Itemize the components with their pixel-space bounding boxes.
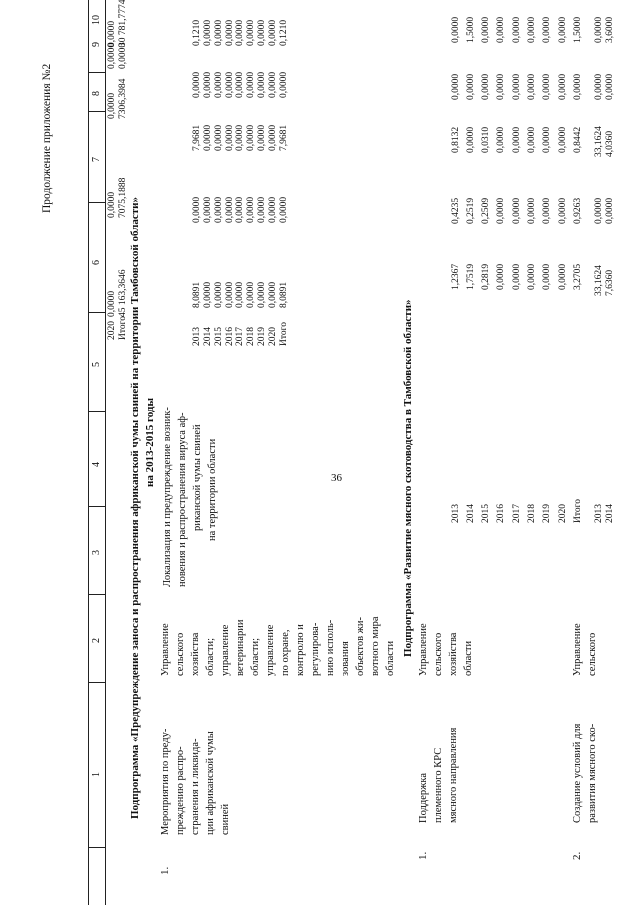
top-c7: 0,0000 7075,1888 (107, 177, 128, 218)
s2-item2-name: Создание условий для развития мясного ско- (572, 723, 598, 823)
s1-item1-name: Мероприятия по преду- преждению распро- странения и ликвида- ции африканской чумы свиней (160, 728, 231, 835)
col-num-2: 2 (91, 638, 102, 643)
s1-item1-executor: Управление сельского хозяйства области; управление ветеринарии области; управление по охране, контролю и регулирова- нию исполь- зования объектов жи- вотного мира области (160, 616, 396, 676)
s2-item1-c9: 0,0000 0,0000 0,0000 0,0000 0,0000 0,0000 0,0000 0,0000 0,0000 (450, 73, 583, 100)
col-num-10: 10 (91, 15, 102, 25)
s1-item1-years: 2013 2014 2015 2016 2017 2018 2019 2020 Итого (191, 321, 290, 346)
s1-item1-c8: 7,9681 0,0000 0,0000 0,0000 0,0000 0,0000 0,0000 0,0000 7,9681 (191, 124, 290, 151)
s2-item2-c6: 33,1624 7,6360 (593, 265, 615, 296)
s1-item1-c7: 0,0000 0,0000 0,0000 0,0000 0,0000 0,0000 0,0000 0,0000 0,0000 (191, 196, 290, 223)
page-number: 36 (331, 472, 342, 484)
s2-item2-c10: 0,0000 3,6000 (593, 16, 615, 43)
col-num-7: 7 (91, 157, 102, 162)
s2-item2-c9: 0,0000 0,0000 (593, 73, 615, 100)
s1-item1-c6: 8,0891 0,0000 0,0000 0,0000 0,0000 0,0000 0,0000 0,0000 8,0891 (191, 281, 290, 308)
s2-item2-executor: Управление сельского (572, 623, 598, 676)
subprogram1-title: Подпрограмма «Предупреждение заноса и распространения африканской чумы свиней на территории Тамбовской области» (129, 196, 141, 819)
subprogram1-years: на 2013-2015 годы (144, 397, 156, 487)
continuation-note: Продолжение приложения №2 (41, 63, 53, 213)
top-c6: 0,0000 45 163,3646 (107, 269, 128, 317)
top-c8: 0,0000 7306,3984 (107, 78, 128, 119)
s2-item1-c10: 0,0000 1,5000 0,0000 0,0000 0,0000 0,0000 0,0000 0,0000 1,5000 (450, 16, 583, 43)
s2-item1-years: 2013 2014 2015 2016 2017 2018 2019 2020 Итого (450, 498, 583, 523)
s2-item1-executor: Управление сельского хозяйства области (418, 623, 474, 676)
col-num-3: 3 (91, 550, 102, 555)
s1-item1-num: 1. (159, 866, 171, 875)
s2-item2-num: 2. (571, 851, 583, 860)
s1-item1-description: Локализация и предупреждение возник- новения и распространения вируса аф- риканской чумы свиней на территории области (162, 407, 218, 587)
subprogram2-title: Подпрограмма «Развитие мясного скотоводства в Тамбовской области» (402, 299, 414, 657)
top-years: 2020 Итого (107, 315, 128, 340)
s2-item1-c6: 1,2367 1,7519 0,2819 0,0000 0,0000 0,0000 0,0000 0,0000 3,2705 (450, 263, 583, 290)
col-num-8: 8 (91, 91, 102, 96)
col-num-1: 1 (91, 772, 102, 777)
top-c9: 0,0000 0,0000 (107, 42, 128, 69)
s1-item1-c10: 0,1210 0,0000 0,0000 0,0000 0,0000 0,0000 0,0000 0,0000 0,1210 (191, 19, 290, 46)
s2-item1-c8: 0,8132 0,0000 0,0310 0,0000 0,0000 0,0000 0,0000 0,0000 0,8442 (450, 126, 583, 153)
s1-item1-c9: 0,0000 0,0000 0,0000 0,0000 0,0000 0,0000 0,0000 0,0000 0,0000 (191, 71, 290, 98)
s2-item2-years: 2013 2014 (593, 504, 615, 523)
s2-item2-c8: 33,1624 4,0360 (593, 126, 615, 157)
s2-item2-c7: 0,0000 0,0000 (593, 197, 615, 224)
col-num-5: 5 (91, 362, 102, 367)
top-c10: 0,0000 30 781,7774 (107, 0, 128, 47)
s2-item1-name: Поддержка племенного КРС мясного направления (418, 727, 459, 823)
col-num-6: 6 (91, 260, 102, 265)
s2-item1-c7: 0,4235 0,2519 0,2509 0,0000 0,0000 0,0000 0,0000 0,0000 0,9263 (450, 197, 583, 224)
col-num-4: 4 (91, 462, 102, 467)
col-num-9: 9 (91, 42, 102, 47)
s2-item1-num: 1. (417, 851, 429, 860)
